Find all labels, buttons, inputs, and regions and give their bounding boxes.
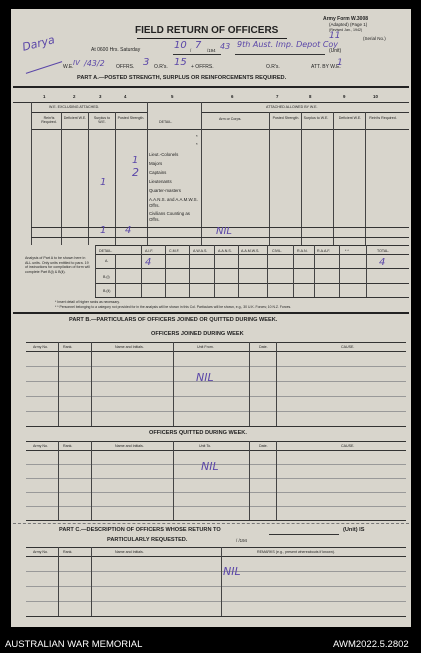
analysis-hdr-other: * * [345, 249, 349, 253]
qvl-4 [249, 441, 250, 520]
part-c-unit-is: (Unit) IS [343, 527, 365, 533]
analysis-hdr-ran: R.A.N. [297, 249, 308, 253]
serial-number-handwritten: 11 [329, 31, 341, 41]
joined-hdr-bottom [26, 351, 406, 352]
ors-handwritten: 15 [174, 57, 187, 68]
hdr-surplus-att: Surplus to W.E. [303, 116, 329, 120]
cvl-2 [91, 547, 92, 616]
nil-part-a-handwritten: NIL [216, 226, 233, 237]
avl-4 [189, 245, 190, 297]
at-hours-label: At 0600 Hrs. Saturday [91, 47, 141, 53]
attached-allowed-label: ATTACHED ALLOWED BY W.E. [266, 105, 318, 109]
part-b-title: PART B.—PARTICULARS OF OFFICERS JOINED OR QUITTED DURING WEEK. [69, 317, 278, 323]
hdr-posted: Posted Strength. [117, 116, 145, 120]
cvl-3 [221, 547, 222, 616]
analysis-hdr-total: TOTAL. [377, 249, 390, 253]
cvl-1 [58, 547, 59, 616]
avl-7 [267, 245, 268, 297]
part-c-hdr-remarks: REMARKS (e.g., present whereabouts if known). [257, 550, 335, 554]
nil-joined-handwritten: NIL [196, 371, 214, 384]
col-2: 2 [73, 94, 76, 99]
avl-3 [165, 245, 166, 297]
hdr-surplus: Surplus to W.E. [93, 116, 111, 124]
we-number-handwritten: /43/2 [84, 59, 105, 68]
unit-label: (Unit) [329, 48, 342, 54]
rank-quarter-masters: Quarter-masters [149, 188, 181, 193]
rank-civilians: Civilians Counting as Offrs. [149, 211, 190, 223]
date-underline [173, 54, 221, 55]
vline-a0 [31, 102, 32, 245]
joined-line-3 [26, 396, 406, 397]
part-b-rule [13, 312, 409, 314]
part-c-title: PART C.—DESCRIPTION OF OFFICERS WHOSE RETURN TO [59, 527, 221, 533]
hdr-posted-att: Posted Strength. [272, 116, 300, 120]
hdr-detail: DETAIL. [159, 120, 173, 124]
we-excluding-label: W.E. EXCLUDING ATTACHED. [49, 105, 100, 109]
col-7: 7 [276, 94, 279, 99]
qvl-5 [276, 441, 277, 520]
analysis-row-rule-1 [95, 268, 409, 269]
date-day-handwritten: 10 [174, 40, 187, 51]
asterisk-1: * [196, 134, 198, 139]
year-prefix: /194 [207, 48, 216, 53]
nil-part-c-handwritten: NIL [223, 565, 241, 578]
we-excl-rule [31, 112, 147, 113]
total-handwritten: 4 [379, 257, 386, 268]
unit-underline [235, 54, 325, 55]
part-c-bottom [26, 616, 406, 617]
part-a-title: PART A.—POSTED STRENGTH, SURPLUS OR REINFORCEMENTS REQUIRED. [77, 75, 287, 81]
hdr-reinforcements: Rein'ts Required. [41, 116, 57, 124]
joined-title: OFFICERS JOINED DURING WEEK [151, 331, 244, 337]
footer-left: AUSTRALIAN WAR MEMORIAL [5, 639, 143, 650]
avl-11 [366, 245, 367, 297]
avl-8 [293, 245, 294, 297]
analysis-hdr-aans: A.A.N.S. [218, 249, 232, 253]
joined-line-2 [26, 381, 406, 382]
qvl-3 [173, 441, 174, 520]
revised-label: (Revised Jan., 1942) [329, 28, 363, 32]
analysis-note: Analysis of Part A to be shown here in ALL units. Only units entitled to para. 19 of instructions for compilation of form will complete Part B(i) & B(ii). [25, 256, 90, 275]
jvl-3 [173, 342, 174, 426]
analysis-hdr-raaf: R.A.A.F. [317, 249, 331, 253]
footnote-2: * * Personnel belonging to a category not provided for in the analysis will be shown in this Col. Particulars will be shown, e.g., 30 U.K. Forces; 10 N.Z. Forces. [55, 305, 292, 309]
vline-a8 [333, 112, 334, 245]
part-c-hdr-top [26, 547, 406, 548]
rank-aans: A.A.N.S. and A.A.M.W.S. Offrs. [149, 197, 198, 209]
col-4: 4 [124, 94, 127, 99]
vline-a2 [88, 112, 89, 245]
avl-9 [314, 245, 315, 297]
vline-a7 [301, 112, 302, 245]
vline-a4 [147, 102, 148, 245]
avl-6 [238, 245, 239, 297]
analysis-hdr-aif: A.I.F. [145, 249, 154, 253]
col-3: 3 [99, 94, 102, 99]
part-c-date: / /194 [236, 538, 247, 543]
col-1: 1 [43, 94, 46, 99]
corner-note-handwritten: Darya [20, 33, 57, 54]
we-label: W.E. [63, 64, 74, 70]
qvl-1 [58, 441, 59, 520]
joined-line-1 [26, 366, 406, 367]
vline-a3 [115, 112, 116, 245]
quitted-line-4 [26, 506, 406, 507]
joined-hdr-top [26, 342, 406, 343]
jvl-1 [58, 342, 59, 426]
joined-hdr-date: Date. [259, 345, 268, 349]
part-c-hdr-army-no: Army No. [33, 550, 48, 554]
total-posted-handwritten: 4 [125, 225, 132, 236]
joined-bottom [26, 426, 406, 427]
part-c-hdr-bottom [26, 556, 406, 557]
footnote-1: * Insert detail of higher ranks as necessary. [55, 300, 120, 304]
asterisk-2: * [196, 142, 198, 147]
analysis-hdr-awas: A.W.A.S. [193, 249, 208, 253]
title-underline [137, 38, 287, 39]
analysis-row-rule-2 [95, 283, 409, 284]
col-8: 8 [309, 94, 312, 99]
att-we-handwritten: 1 [337, 58, 343, 68]
quitted-hdr-name: Name and Initials. [115, 444, 144, 448]
quitted-hdr-unit-to: Unit To. [199, 444, 212, 448]
analysis-hdr-cmf: C.M.F. [169, 249, 180, 253]
date-slash-1: / [190, 48, 192, 53]
year-suffix-handwritten: 43 [220, 42, 231, 51]
analysis-hdr-detail: DETAIL. [99, 249, 113, 253]
aif-handwritten: 4 [145, 257, 152, 268]
attached-rule [201, 112, 409, 113]
offrs-handwritten: 3 [143, 57, 150, 68]
corner-note-stroke [26, 61, 62, 74]
avl-5 [214, 245, 215, 297]
we-prefix-handwritten: IV [73, 59, 80, 67]
quitted-line-2 [26, 478, 406, 479]
col-10: 10 [373, 94, 378, 99]
quitted-hdr-date: Date. [259, 444, 268, 448]
ors-label: O.R's. [154, 64, 168, 70]
part-c-rule [13, 523, 409, 524]
footer-right: AWM2022.5.2802 [333, 639, 409, 650]
hdr-deficient: Deficient W.E. [63, 116, 87, 120]
col-5: 5 [171, 94, 174, 99]
avl-2 [141, 245, 142, 297]
part-a-total-bottom [31, 237, 409, 238]
rank-captains: Captains [149, 170, 167, 175]
plus-offrs-label: + OFFRS. [191, 64, 214, 70]
avl-10 [339, 245, 340, 297]
col-9: 9 [343, 94, 346, 99]
nil-quitted-handwritten: NIL [201, 460, 219, 473]
captains-handwritten: 2 [132, 166, 139, 179]
rank-lieut-colonels: Lieut.-Colonels [149, 152, 179, 157]
offrs-label: OFFRS. [116, 64, 135, 70]
part-a-header-top [13, 102, 409, 103]
form-sheet [11, 9, 411, 627]
qvl-2 [91, 441, 92, 520]
col-6: 6 [231, 94, 234, 99]
part-c-hdr-rank: Rank. [63, 550, 73, 554]
surplus-handwritten: 1 [100, 177, 107, 188]
date-month-handwritten: 7 [195, 40, 202, 51]
analysis-bottom [95, 297, 409, 298]
vline-a1 [61, 112, 62, 245]
joined-hdr-unit-from: Unit From. [197, 345, 214, 349]
hdr-arm-corps: Arm or Corps. [219, 117, 242, 121]
joined-hdr-army-no: Army No. [33, 345, 48, 349]
serial-label: (Serial No.) [363, 36, 386, 41]
hdr-reinforcements-att: Rein'ts Required. [369, 116, 397, 120]
part-c-line-1 [26, 571, 406, 572]
joined-hdr-name: Name and Initials. [115, 345, 144, 349]
analysis-row-bii: B.(ii) [103, 289, 111, 293]
joined-hdr-rank: Rank. [63, 345, 73, 349]
analysis-hdr-rule [95, 254, 409, 255]
ors-label-2: O.R's. [266, 64, 280, 70]
rank-lieutenants: Lieutenants [149, 179, 172, 184]
adapted-label: (Adapted) (Page 1) [329, 22, 368, 27]
analysis-row-bi: B.(i) [103, 275, 110, 279]
quitted-title: OFFICERS QUITTED DURING WEEK. [149, 430, 247, 436]
jvl-4 [249, 342, 250, 426]
hdr-deficient-att: Deficient W.E. [338, 116, 362, 120]
quitted-hdr-cause: CAUSE. [341, 444, 355, 448]
analysis-hdr-aamws: A.A.M.W.S. [241, 249, 260, 253]
part-c-line-2 [26, 586, 406, 587]
quitted-hdr-bottom [26, 450, 406, 451]
avl-1 [115, 254, 116, 297]
rank-majors: Majors [149, 161, 163, 166]
quitted-bottom [26, 520, 406, 521]
vline-a5 [201, 102, 202, 245]
quitted-line-3 [26, 492, 406, 493]
att-by-label: ATT. BY W.E. [311, 64, 341, 70]
footer-bar [0, 636, 421, 653]
jvl-5 [276, 342, 277, 426]
jvl-2 [91, 342, 92, 426]
part-c-particularly: PARTICULARLY REQUESTED. [107, 537, 188, 543]
unit-handwritten: 9th Aust. Imp. Depot Coy [237, 40, 339, 49]
quitted-hdr-rank: Rank. [63, 444, 73, 448]
form-title: FIELD RETURN OF OFFICERS [135, 25, 279, 36]
part-c-unit-underline [269, 534, 339, 535]
part-c-line-3 [26, 601, 406, 602]
quitted-hdr-top [26, 441, 406, 442]
analysis-top [95, 245, 409, 246]
avl-0 [95, 245, 96, 297]
joined-hdr-cause: CAUSE. [341, 345, 355, 349]
part-a-rule [13, 86, 409, 88]
joined-line-4 [26, 411, 406, 412]
analysis-hdr-civil: CIVIL. [272, 249, 282, 253]
vline-a9 [365, 112, 366, 245]
vline-a6 [269, 112, 270, 245]
quitted-hdr-army-no: Army No. [33, 444, 48, 448]
part-c-hdr-name: Name and Initials. [115, 550, 144, 554]
analysis-row-a: A. [105, 259, 109, 263]
lieut-col-handwritten: 1 [132, 155, 139, 166]
total-surplus-handwritten: 1 [100, 225, 107, 236]
army-form-label: Army Form W.3008 [323, 16, 369, 22]
